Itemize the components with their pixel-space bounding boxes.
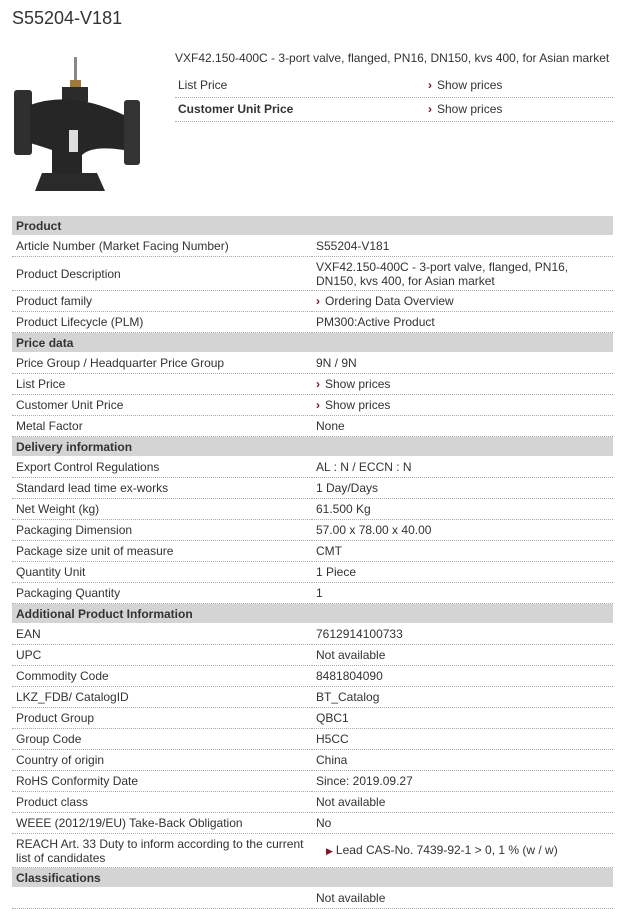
row-value bbox=[312, 541, 613, 562]
row-value bbox=[312, 834, 613, 868]
table-row bbox=[12, 520, 613, 541]
row-value-text: Lead CAS-No. 7439-92-1 > 0, 1 % (w / w) bbox=[335, 843, 558, 857]
row-value-text: PM300:Active Product bbox=[316, 315, 435, 329]
product-details-table bbox=[12, 216, 613, 909]
chevron-right-icon: › bbox=[316, 294, 320, 308]
row-label: REACH Art. 33 Duty to inform according to the current list of candidates bbox=[12, 834, 312, 868]
table-row bbox=[12, 416, 613, 437]
row-value-text: Since: 2019.09.27 bbox=[316, 774, 413, 788]
row-label: EAN bbox=[12, 624, 312, 645]
triangle-right-icon: ▶ bbox=[326, 846, 333, 856]
page-title: S55204-V181 bbox=[12, 8, 123, 28]
section-header bbox=[12, 437, 613, 457]
row-value bbox=[312, 353, 613, 374]
table-row bbox=[12, 291, 613, 312]
table-row bbox=[12, 236, 613, 257]
chevron-right-icon: › bbox=[428, 78, 432, 92]
row-label: Country of origin bbox=[12, 750, 312, 771]
chevron-right-icon: › bbox=[428, 102, 432, 116]
table-row bbox=[12, 541, 613, 562]
row-value bbox=[312, 813, 613, 834]
row-value bbox=[312, 312, 613, 333]
row-value-text: H5CC bbox=[316, 732, 349, 746]
link-label: Show prices bbox=[437, 78, 503, 92]
row-label: Standard lead time ex-works bbox=[12, 478, 312, 499]
section-title: Classifications bbox=[12, 868, 613, 888]
row-label: WEEE (2012/19/EU) Take-Back Obligation bbox=[12, 813, 312, 834]
section-title: Delivery information bbox=[12, 437, 613, 457]
row-value bbox=[312, 257, 613, 291]
table-row bbox=[12, 478, 613, 499]
table-row bbox=[12, 813, 613, 834]
row-label: Packaging Quantity bbox=[12, 583, 312, 604]
row-label: Article Number (Market Facing Number) bbox=[12, 236, 312, 257]
row-value bbox=[312, 771, 613, 792]
table-row bbox=[12, 687, 613, 708]
summary-description: VXF42.150-400C - 3-port valve, flanged, PN16, DN150, kvs 400, for Asian market bbox=[175, 51, 610, 65]
row-link[interactable] bbox=[316, 398, 390, 412]
row-value bbox=[312, 457, 613, 478]
row-value-text: Show prices bbox=[325, 398, 391, 412]
row-value-text: Not available bbox=[316, 795, 386, 809]
row-value-text: 1 Day/Days bbox=[316, 481, 379, 495]
table-row bbox=[12, 834, 613, 868]
row-value-text: QBC1 bbox=[316, 711, 349, 725]
section-header bbox=[12, 868, 613, 888]
row-value bbox=[312, 888, 613, 909]
section-title: Product bbox=[12, 216, 613, 236]
row-label: List Price bbox=[12, 374, 312, 395]
row-value bbox=[312, 478, 613, 499]
row-value bbox=[312, 687, 613, 708]
row-label: Package size unit of measure bbox=[12, 541, 312, 562]
table-row bbox=[12, 353, 613, 374]
row-label: RoHS Conformity Date bbox=[12, 771, 312, 792]
row-value bbox=[312, 520, 613, 541]
summary-label: Customer Unit Price bbox=[178, 102, 294, 116]
row-label: Product family bbox=[12, 291, 312, 312]
row-value bbox=[312, 708, 613, 729]
row-value-text: 57.00 x 78.00 x 40.00 bbox=[316, 523, 432, 537]
section-header bbox=[12, 333, 613, 353]
row-label: UPC bbox=[12, 645, 312, 666]
table-row bbox=[12, 374, 613, 395]
row-value bbox=[312, 416, 613, 437]
row-label: Commodity Code bbox=[12, 666, 312, 687]
section-header bbox=[12, 604, 613, 624]
row-value-text: 1 bbox=[316, 586, 323, 600]
section-title: Additional Product Information bbox=[12, 604, 613, 624]
row-value bbox=[312, 395, 613, 416]
row-label: Metal Factor bbox=[12, 416, 312, 437]
row-value-text: CMT bbox=[316, 544, 342, 558]
row-value-text: None bbox=[316, 419, 345, 433]
show-prices-link[interactable] bbox=[428, 98, 613, 121]
chevron-right-icon: › bbox=[316, 377, 320, 391]
row-value-text: Not available bbox=[316, 891, 386, 905]
row-value-text: China bbox=[316, 753, 348, 767]
row-label: Quantity Unit bbox=[12, 562, 312, 583]
row-value bbox=[312, 236, 613, 257]
row-value bbox=[312, 624, 613, 645]
table-row bbox=[12, 457, 613, 478]
row-value bbox=[312, 645, 613, 666]
row-value-text: 8481804090 bbox=[316, 669, 383, 683]
table-row bbox=[12, 792, 613, 813]
table-row bbox=[12, 312, 613, 333]
row-value bbox=[312, 291, 613, 312]
table-row bbox=[12, 395, 613, 416]
row-label: Product Description bbox=[12, 257, 312, 291]
table-row bbox=[12, 499, 613, 520]
row-label: Product Lifecycle (PLM) bbox=[12, 312, 312, 333]
table-row bbox=[12, 624, 613, 645]
row-value bbox=[312, 666, 613, 687]
row-label: Price Group / Headquarter Price Group bbox=[12, 353, 312, 374]
row-value-text: AL : N / ECCN : N bbox=[316, 460, 412, 474]
row-label: Product class bbox=[12, 792, 312, 813]
row-label: Net Weight (kg) bbox=[12, 499, 312, 520]
section-header bbox=[12, 216, 613, 236]
row-value bbox=[312, 729, 613, 750]
table-row bbox=[12, 750, 613, 771]
chevron-right-icon: › bbox=[316, 398, 320, 412]
row-value bbox=[312, 583, 613, 604]
table-row bbox=[12, 666, 613, 687]
table-row bbox=[12, 583, 613, 604]
table-row bbox=[12, 729, 613, 750]
row-label: Export Control Regulations bbox=[12, 457, 312, 478]
table-row bbox=[12, 708, 613, 729]
row-value-text: No bbox=[316, 816, 332, 830]
row-link[interactable] bbox=[316, 843, 558, 857]
row-label: Group Code bbox=[12, 729, 312, 750]
product-image bbox=[12, 55, 152, 200]
table-row bbox=[12, 888, 613, 909]
summary-row-list-price bbox=[175, 74, 613, 98]
summary-label: List Price bbox=[178, 78, 228, 92]
row-label: Product Group bbox=[12, 708, 312, 729]
row-value-text: 7612914100733 bbox=[316, 627, 403, 641]
row-value-text: 61.500 Kg bbox=[316, 502, 371, 516]
row-value bbox=[312, 792, 613, 813]
table-row bbox=[12, 257, 613, 291]
row-value-text: BT_Catalog bbox=[316, 690, 380, 704]
row-value-text: S55204-V181 bbox=[316, 239, 390, 253]
table-row bbox=[12, 562, 613, 583]
row-label bbox=[12, 888, 312, 909]
link-label: Show prices bbox=[437, 102, 503, 116]
summary-row-customer-price bbox=[175, 98, 613, 122]
row-value-text: 1 Piece bbox=[316, 565, 357, 579]
row-link[interactable] bbox=[316, 294, 454, 308]
row-value bbox=[312, 562, 613, 583]
row-value-text: Ordering Data Overview bbox=[325, 294, 454, 308]
show-prices-link[interactable] bbox=[428, 74, 613, 97]
row-value-text: 9N / 9N bbox=[316, 356, 357, 370]
table-row bbox=[12, 771, 613, 792]
row-value bbox=[312, 374, 613, 395]
section-title: Price data bbox=[12, 333, 613, 353]
row-value bbox=[312, 750, 613, 771]
product-summary bbox=[175, 50, 613, 122]
table-row bbox=[12, 645, 613, 666]
row-value-text: Not available bbox=[316, 648, 386, 662]
row-value-text: Show prices bbox=[325, 377, 391, 391]
row-value bbox=[312, 499, 613, 520]
row-label: Packaging Dimension bbox=[12, 520, 312, 541]
row-link[interactable] bbox=[316, 377, 390, 391]
row-label: LKZ_FDB/ CatalogID bbox=[12, 687, 312, 708]
row-value-text: VXF42.150-400C - 3-port valve, flanged, PN16, DN150, kvs 400, for Asian market bbox=[316, 259, 569, 288]
row-label: Customer Unit Price bbox=[12, 395, 312, 416]
